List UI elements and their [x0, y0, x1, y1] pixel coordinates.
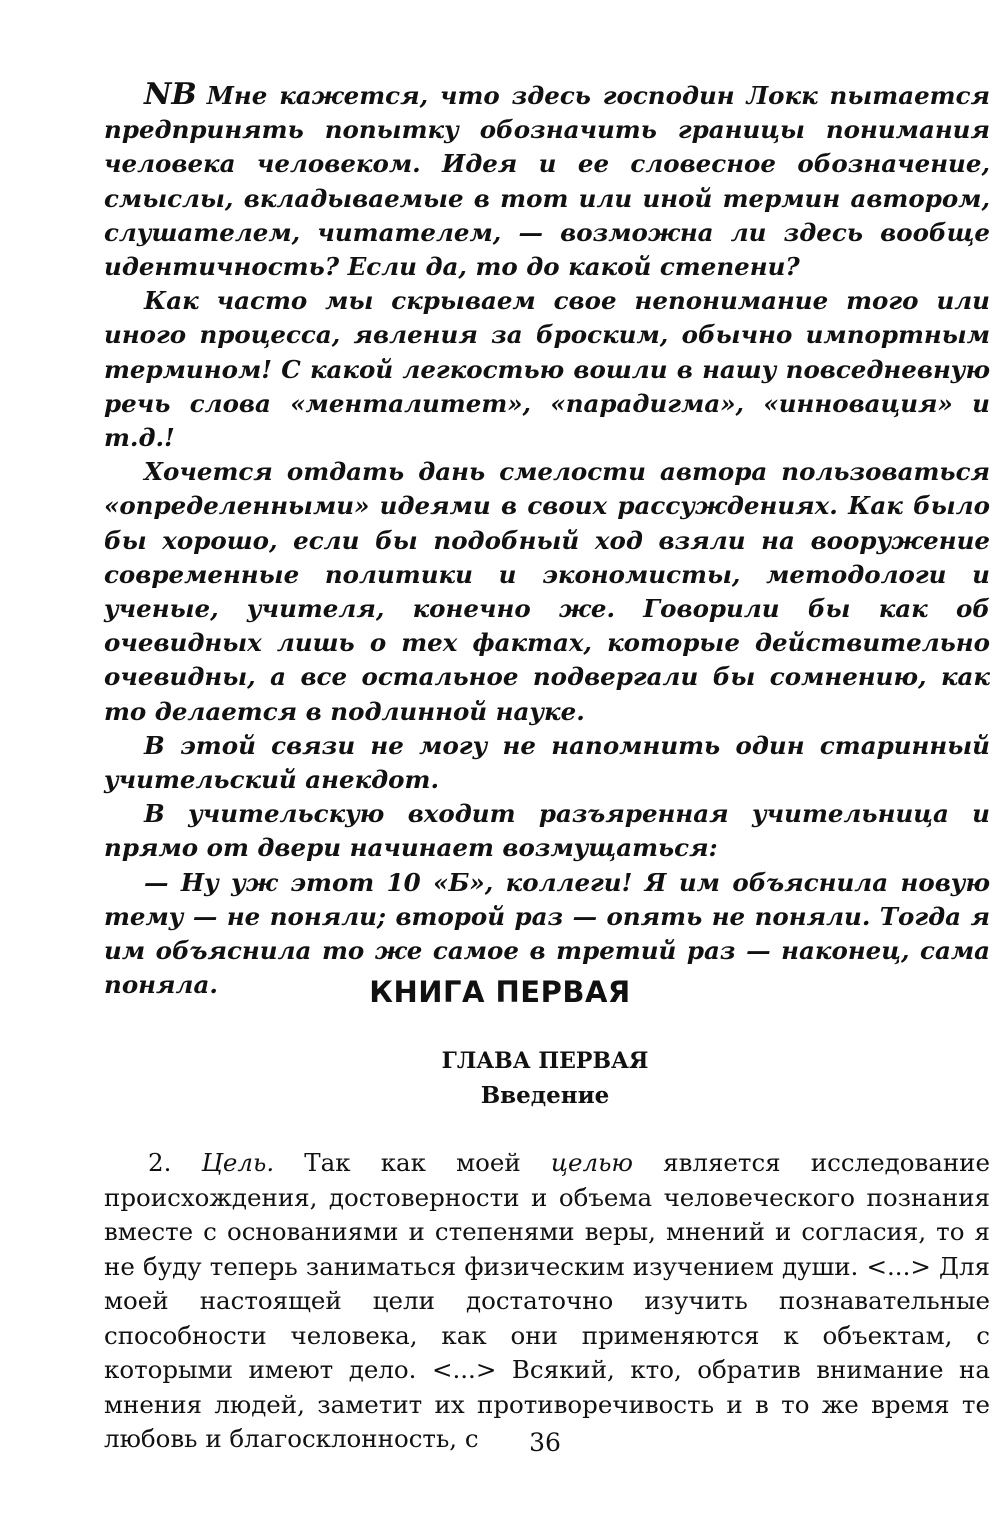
body-text-part: является исследование происхождения, достоверности и объема человеческого познания вместе с основаниями и степенями веры, мнений и согласия, то я не буду теперь заниматься физическим изучением души. <...> Для моей настоящей цели достаточно изучить познавательные способности человека, как они применяются к объектам, с которыми имеют дело. <...> Всякий, кто, обратив внимание на мнения людей, заметит их противоречивость и в то же время те любовь и благосклонность, с	[104, 1148, 991, 1453]
page-number: 36	[529, 1428, 561, 1457]
nb-paragraph: Как часто мы скрываем свое непонимание того или иного процесса, явления за броским, обычно импортным термином! С какой легкостью вошли в нашу повседневную речь слова «менталитет», «парадигма», «инновация» и т.д.!	[104, 286, 990, 453]
nb-paragraph	[104, 78, 990, 284]
section-number: 2.	[148, 1148, 172, 1177]
nb-commentary	[104, 78, 990, 1002]
nb-paragraph: Хочется отдать дань смелости автора пользоваться «определенными» идеями в своих рассуждениях. Как было бы хорошо, если бы подобный ход взяли на вооружение современные политики и экономисты, методологи и ученые, учителя, конечно же. Говорили бы как об очевидных лишь о тех фактах, которые действительно очевидны, а все остальное подвергали бы сомнению, как то делается в подлинной науке.	[104, 457, 990, 726]
nb-paragraph-text: Мне кажется, что здесь господин Локк пытается предпринять попытку обозначить границы понимания человека человеком. Идея и ее словесное обозначение, смыслы, вкладываемые в тот или иной термин автором, слушателем, читателем, — возможна ли здесь вообще идентичность? Если да, то до какой степени?	[104, 81, 990, 282]
nb-paragraph: В этой связи не могу не напомнить один старинный учительский анекдот.	[104, 730, 990, 795]
section-heading: Цель.	[201, 1148, 275, 1177]
chapter-subtitle: Введение	[480, 1082, 610, 1109]
chapter-title: ГЛАВА ПЕРВАЯ	[441, 1048, 649, 1074]
body-text	[104, 1146, 990, 1457]
body-paragraph	[104, 1146, 990, 1457]
body-emphasis: целью	[550, 1148, 633, 1177]
nb-marker: NB	[144, 77, 197, 112]
book-title: КНИГА ПЕРВАЯ	[369, 975, 631, 1009]
nb-paragraph: — Ну уж этот 10 «Б», коллеги! Я им объяснила новую тему — не поняли; второй раз — опять не поняли. Тогда я им объяснила то же самое в третий раз — наконец, сама поняла.	[104, 867, 990, 1000]
nb-paragraph: В учительскую входит разъяренная учительница и прямо от двери начинает возмущаться:	[104, 799, 990, 863]
body-text-part: Так как моей	[304, 1148, 521, 1177]
